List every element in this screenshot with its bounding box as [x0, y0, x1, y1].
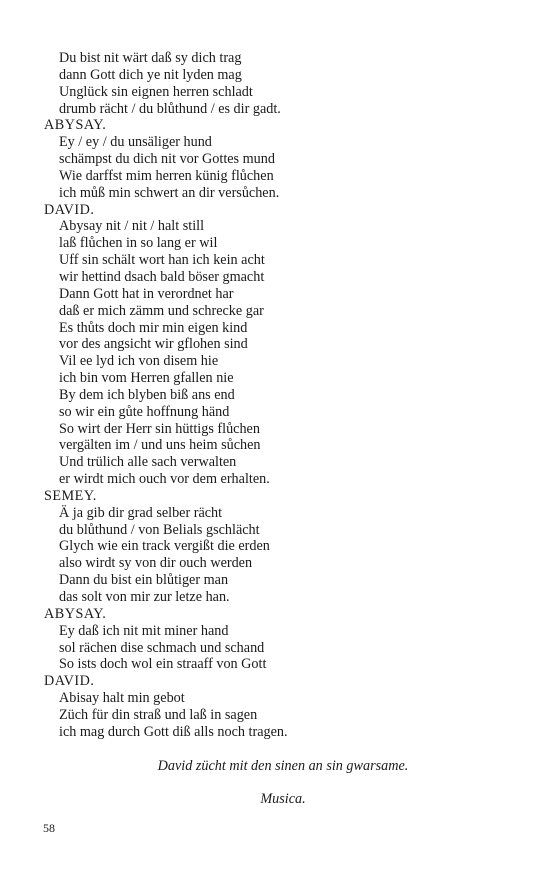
speaker-name: DAVID.	[44, 673, 95, 690]
verse-line: Züch für din straß und laß in sagen	[59, 706, 258, 723]
verse-line: ich můß min schwert an dir versůchen.	[59, 184, 280, 201]
speaker-name: SEMEY.	[44, 487, 97, 504]
speaker-name: ABYSAY.	[44, 117, 107, 134]
verse-line: er wirdt mich ouch vor dem erhalten.	[59, 471, 270, 488]
verse-line: laß flůchen in so lang er wil	[59, 235, 218, 252]
verse-line: dann Gott dich ye nit lyden mag	[59, 66, 242, 83]
page-number: 58	[43, 821, 55, 835]
verse-line: Dann du bist ein blůtiger man	[59, 572, 229, 589]
verse-line: Ä ja gib dir grad selber rächt	[59, 504, 223, 521]
verse-line: By dem ich blyben biß ans end	[59, 386, 235, 403]
verse-line: Ey daß ich nit mit miner hand	[59, 622, 229, 639]
verse-line: Abysay nit / nit / halt still	[59, 218, 205, 235]
verse-line: ich bin vom Herren gfallen nie	[59, 370, 234, 387]
verse-line: Es thůts doch mir min eigen kind	[59, 319, 248, 336]
verse-line: So wirt der Herr sin hüttigs flůchen	[59, 420, 260, 437]
verse-line: Du bist nit wärt daß sy dich trag	[59, 50, 242, 66]
verse-line: Dann Gott hat in verordnet har	[59, 285, 234, 302]
stage-direction: David zücht mit den sinen an sin gwarsame.	[157, 758, 409, 774]
verse-line: so wir ein gůte hoffnung händ	[59, 403, 230, 420]
verse-line: sol rächen dise schmach und schand	[59, 639, 265, 656]
verse-line: drumb rächt / du blůthund / es dir gadt.	[59, 100, 281, 117]
verse-line: Wie darffst mim herren künig flůchen	[59, 167, 274, 184]
verse-line: vergälten im / und uns heim sůchen	[59, 437, 261, 454]
verse-line: ich mag durch Gott diß alls noch tragen.	[59, 723, 288, 740]
speaker-name: ABYSAY.	[44, 605, 107, 622]
verse-line: das solt von mir zur letze han.	[59, 589, 230, 605]
verse-line: du blůthund / von Belials gschlächt	[59, 521, 260, 538]
verse-line: daß er mich zämm und schrecke gar	[59, 302, 264, 319]
verse-line: schämpst du dich nit vor Gottes mund	[59, 151, 275, 168]
verse-line: Und trülich alle sach verwalten	[59, 454, 237, 471]
verse-line: vor des angsicht wir gflohen sind	[59, 336, 248, 353]
verse-line: Glych wie ein track vergißt die erden	[59, 538, 270, 555]
verse-line: wir hettind dsach bald böser gmacht	[59, 268, 265, 285]
verse-line: Abisay halt min gebot	[59, 690, 185, 707]
verse-line: Vil ee lyd ich von disem hie	[59, 353, 219, 370]
stage-direction-music: Musica.	[260, 791, 306, 807]
verse-line: Ey / ey / du unsäliger hund	[59, 134, 212, 151]
verse-line: also wirdt sy von dir ouch werden	[59, 555, 253, 572]
verse-line: Unglück sin eignen herren schladt	[59, 83, 253, 100]
speaker-name: DAVID.	[44, 201, 95, 218]
verse-line: Uff sin schält wort han ich kein acht	[59, 252, 265, 269]
drama-text	[44, 50, 514, 741]
verse-line: So ists doch wol ein straaff von Gott	[59, 656, 267, 673]
